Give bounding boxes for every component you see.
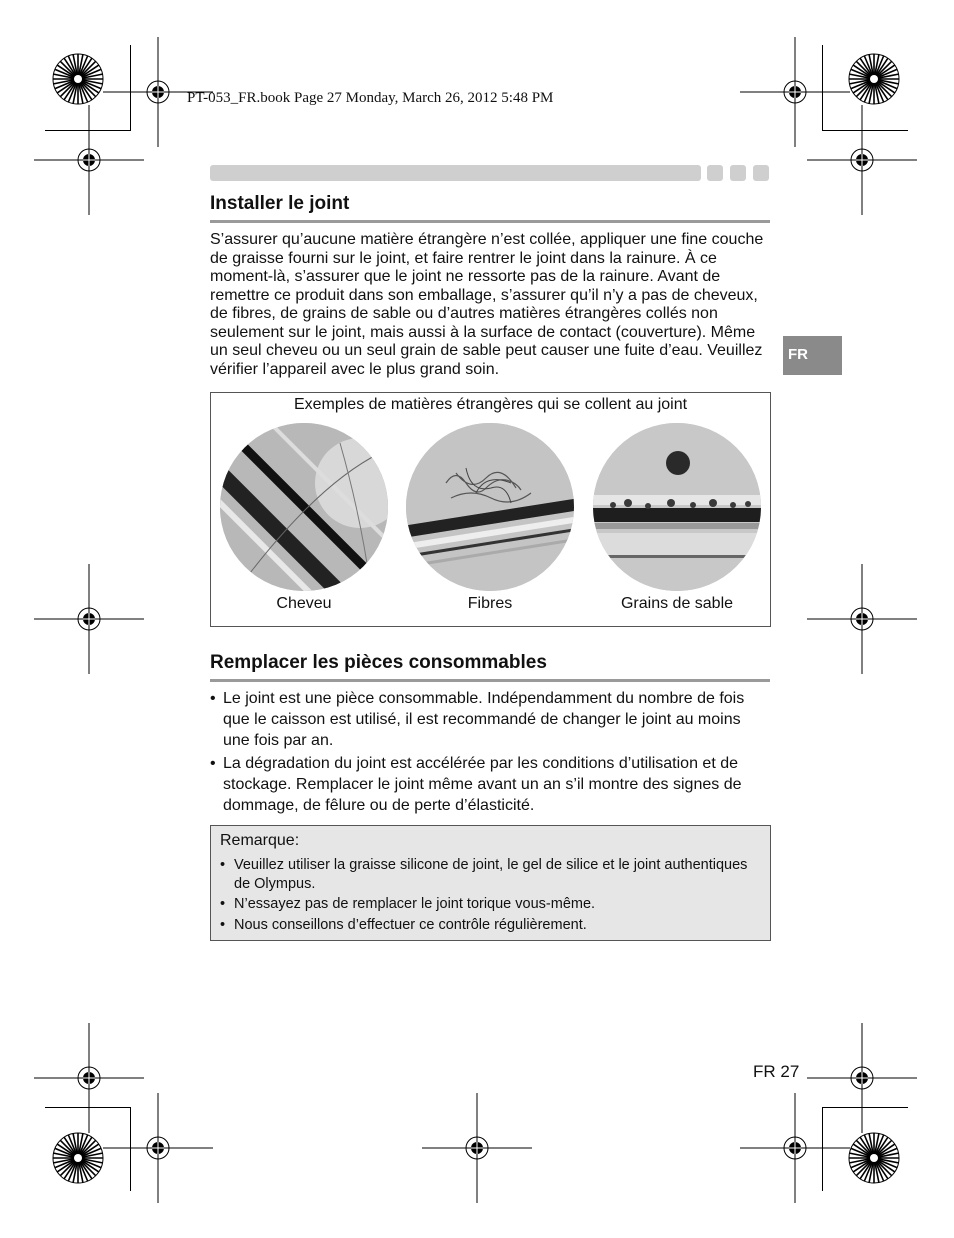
- list-item: • Veuillez utiliser la graisse silicone de joint, le gel de silice et le joint authentiques de Olympus.: [220, 856, 760, 893]
- note-box: [210, 825, 771, 941]
- hair-photo: [220, 423, 388, 591]
- page-number: FR 27: [753, 1062, 800, 1081]
- fibres-label: Fibres: [467, 595, 513, 612]
- list-item: • Le joint est une pièce consommable. Indépendamment du nombre de fois que le caisson est utilisé, il est recommandé de changer le joint au moins une fois par an.: [210, 688, 770, 751]
- list-item: • La dégradation du joint est accélérée par les conditions d’utilisation et de stockage. Remplacer le joint même avant un an s’il montre des signes de dommage, de fêlure ou de perte d’élasticité.: [210, 753, 770, 816]
- list-item: • Nous conseillons d’effectuer ce contrôle régulièrement.: [220, 916, 760, 935]
- section-title-installer: Installer le joint: [210, 193, 350, 214]
- decorative-bar: [210, 165, 701, 181]
- section-rule: [210, 220, 770, 223]
- note-title: Remarque:: [220, 832, 300, 849]
- figure-caption: Exemples de matières étrangères qui se collent au joint: [293, 396, 688, 413]
- language-tab-label: FR: [788, 346, 808, 363]
- hair-label: Cheveu: [276, 595, 332, 612]
- foreign-matter-figure: [210, 392, 771, 627]
- section-rule: [210, 679, 770, 682]
- decorative-square: [730, 165, 746, 181]
- note-list: [220, 856, 760, 936]
- decorative-square: [753, 165, 769, 181]
- list-item: • N’essayez pas de remplacer le joint torique vous-même.: [220, 895, 760, 914]
- language-tab: [783, 336, 842, 375]
- print-header: PT-053_FR.book Page 27 Monday, March 26, 2012 5:48 PM: [187, 90, 554, 106]
- installer-paragraph: S’assurer qu’aucune matière étrangère n’est collée, appliquer une fine couche de graisse fourni sur le joint, et faire rentrer le joint dans la rainure. À ce moment-là, s’assurer que le joint ne ressorte pas de la rainure. Avant de remettre ce produit dans son emballage, s’assurer qu’il n’y a pas de cheveux, de fibres, de grains de sable ou d’autres matières étrangères collés non seulement sur le joint, mais aussi à la surface de contact (couverture). Même un seul cheveu ou un seul grain de sable peut causer une fuite d’eau. Veuillez vérifier l’appareil avec le plus grand soin.: [210, 231, 764, 378]
- fibres-photo: [406, 423, 574, 591]
- decorative-square: [707, 165, 723, 181]
- sand-photo: [593, 423, 761, 591]
- replacement-bullet-list: [210, 688, 770, 818]
- sand-label: Grains de sable: [620, 595, 734, 612]
- section-title-remplacer: Remplacer les pièces consommables: [210, 652, 547, 673]
